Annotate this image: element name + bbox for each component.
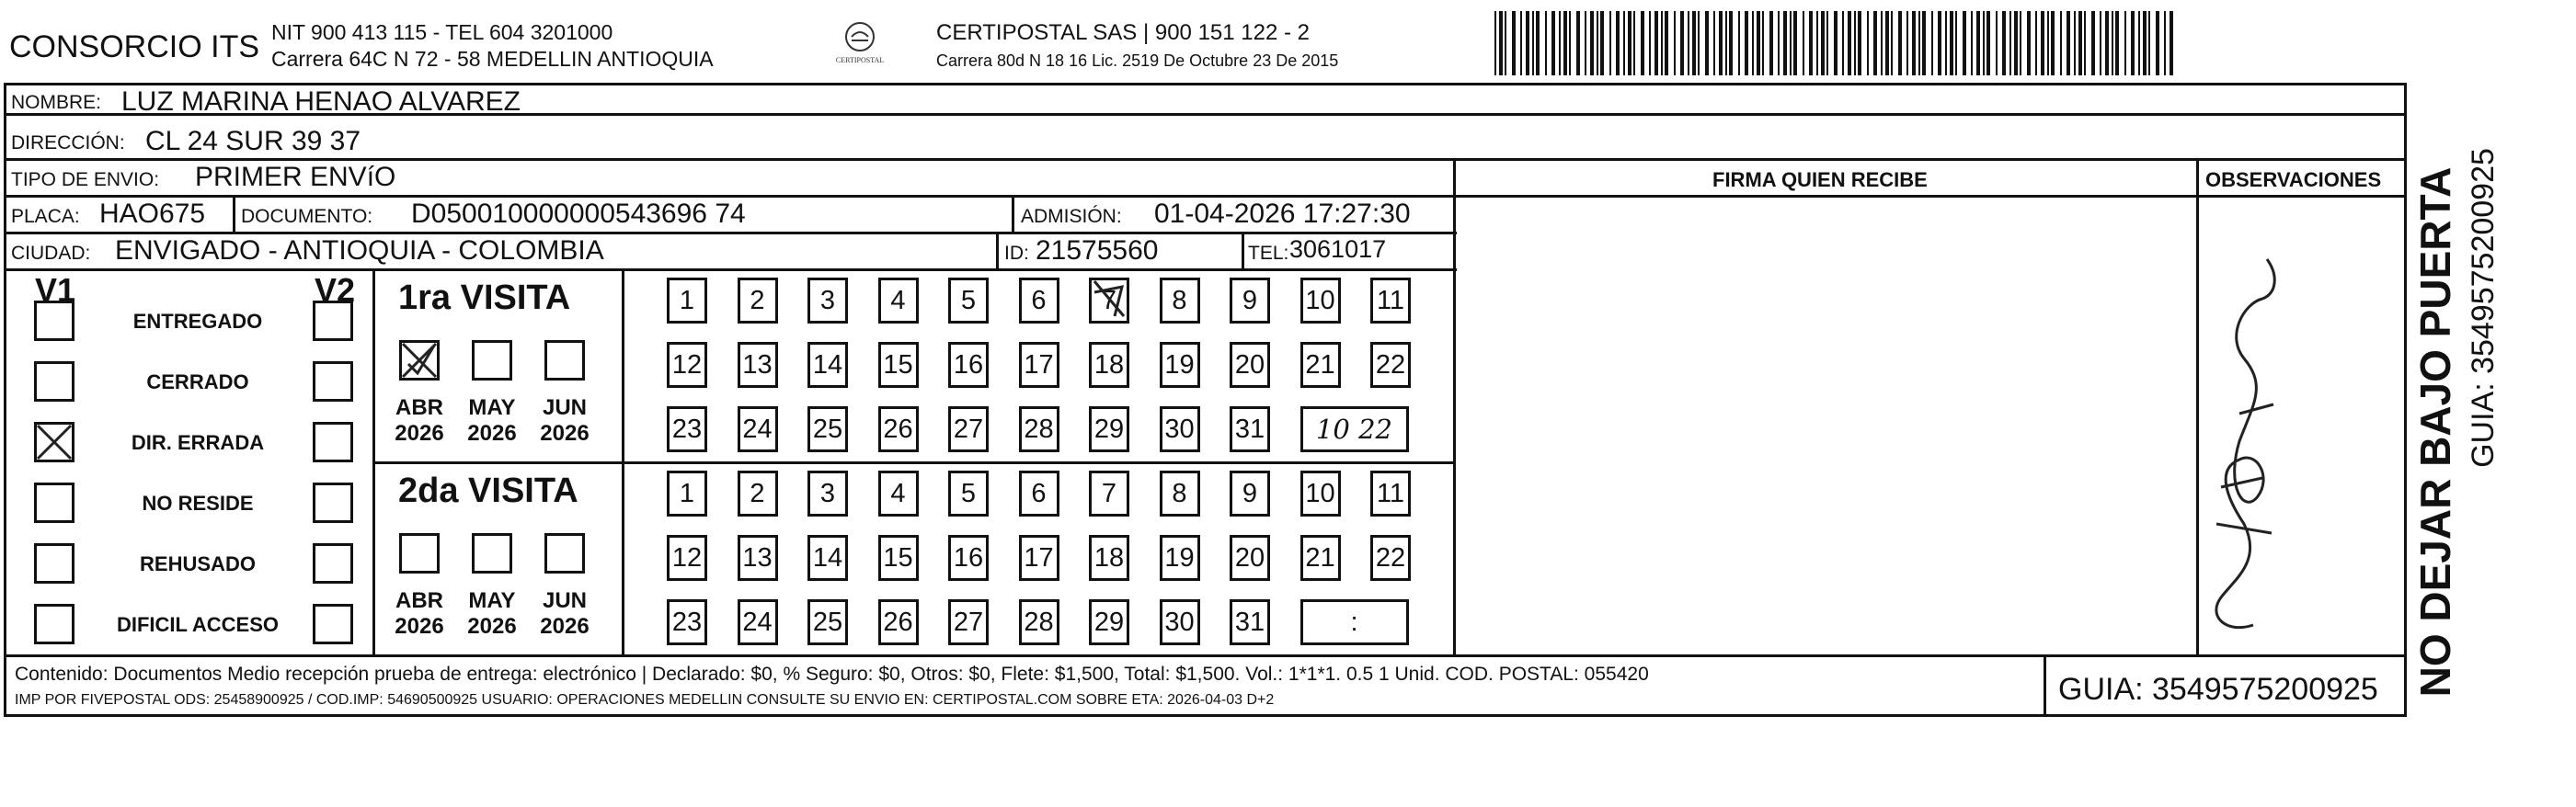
month-label (460, 588, 524, 639)
footer-print-line: IMP POR FIVEPOSTAL ODS: 25458900925 / COD.IMP: 54690500925 USUARIO: OPERACIONES MEDELLIN CONSULTE SU ENVIO EN: CERTIPOSTAL.COM SOBRE ETA: 2026-04-03 D+2 (15, 692, 1275, 708)
day-box[interactable]: 22 (1370, 535, 1411, 581)
barcode-bar (1597, 11, 1598, 75)
day-box[interactable]: 15 (878, 535, 919, 581)
month-checkbox[interactable] (544, 340, 585, 381)
company-address: Carrera 64C N 72 - 58 MEDELLIN ANTIOQUIA (271, 47, 714, 71)
observaciones-header: OBSERVACIONES (2205, 168, 2382, 191)
day-box[interactable]: 15 (878, 342, 919, 388)
barcode-bar (2138, 11, 2140, 75)
company-name: CONSORCIO ITS (9, 29, 260, 64)
day-box[interactable]: 28 (1019, 406, 1059, 452)
status-option-label: REHUSADO (140, 552, 256, 575)
day-box[interactable]: 8 (1160, 471, 1200, 517)
v2-checkbox[interactable] (313, 361, 353, 402)
barcode-bar (1881, 11, 1883, 75)
month-name: MAY (468, 588, 516, 613)
day7-check-mark (1087, 276, 1133, 322)
barcode-bar (1867, 11, 1869, 75)
time-box[interactable]: 10 22 (1300, 406, 1409, 452)
barcode-bar (1729, 11, 1733, 75)
direccion-label: DIRECCIÓN: (11, 132, 125, 153)
barcode-bar (1790, 11, 1792, 75)
month-checkbox[interactable] (544, 533, 585, 574)
day-box[interactable]: 2 (738, 278, 778, 324)
barcode-bar (1834, 11, 1838, 75)
footer-guia: GUIA: 3549575200925 (2058, 672, 2378, 707)
day-box[interactable]: 17 (1019, 342, 1059, 388)
day-box[interactable]: 26 (878, 406, 919, 452)
barcode-bar (1803, 11, 1804, 75)
day-box[interactable]: 9 (1230, 278, 1270, 324)
barcode-bar (2002, 11, 2006, 75)
barcode-bar (1532, 11, 1534, 75)
second-visit-title: 2da VISITA (398, 472, 578, 510)
v2-checkbox[interactable] (313, 422, 353, 462)
barcode-bar (1971, 11, 1973, 75)
v2-checkbox[interactable] (313, 604, 353, 644)
day-box[interactable]: 25 (807, 406, 848, 452)
barcode-bar (1576, 11, 1580, 75)
barcode-bar (2078, 11, 2082, 75)
month-year: 2026 (540, 613, 590, 639)
day-box[interactable]: 1 (667, 278, 707, 324)
barcode-bar (1551, 11, 1555, 75)
day-box[interactable]: 13 (738, 535, 778, 581)
barcode-bar (1891, 11, 1893, 75)
barcode-bar (2074, 11, 2076, 75)
barcode-bar (1912, 11, 1916, 75)
barcode-bar (1705, 11, 1709, 75)
day-box[interactable]: 20 (1230, 342, 1270, 388)
day-box[interactable]: 4 (878, 278, 919, 324)
day-box[interactable]: 10 (1300, 278, 1341, 324)
barcode-bar (1986, 11, 1990, 75)
barcode-bar (2131, 11, 2135, 75)
day-box[interactable]: 21 (1300, 342, 1341, 388)
placa-label: PLACA: (11, 206, 80, 227)
id-value: 21575560 (1036, 235, 1159, 266)
barcode-bar (2060, 11, 2062, 75)
ciudad-value: ENVIGADO - ANTIOQUIA - COLOMBIA (115, 235, 604, 266)
day-box[interactable]: 30 (1160, 599, 1200, 645)
barcode-bar (1569, 11, 1571, 75)
day-box[interactable]: 10 (1300, 471, 1341, 517)
barcode-bar (1494, 11, 1496, 75)
barcode-bar (1545, 11, 1547, 75)
barcode-bar (1922, 11, 1926, 75)
v1-checkbox[interactable] (34, 301, 74, 341)
barcode-bar (1842, 11, 1844, 75)
barcode-bar (1563, 11, 1567, 75)
barcode-bar (1536, 11, 1540, 75)
barcode-bar (1590, 11, 1594, 75)
barcode-bar (1762, 11, 1764, 75)
barcode-bar (2067, 11, 2070, 75)
tipo-envio-label: TIPO DE ENVIO: (11, 169, 160, 190)
month-name: JUN (542, 395, 587, 420)
v1-checkbox[interactable] (34, 361, 74, 402)
tel-label: TEL: (1248, 243, 1289, 264)
barcode-bar (2035, 11, 2037, 75)
day-box[interactable]: 24 (738, 406, 778, 452)
month-year: 2026 (467, 420, 517, 446)
day-box[interactable]: 31 (1230, 406, 1270, 452)
barcode-bar (1688, 11, 1689, 75)
v1-label: V1 (35, 271, 76, 309)
barcode-bar (1628, 11, 1631, 75)
barcode-bar (2084, 11, 2086, 75)
status-option-label: CERRADO (146, 370, 249, 393)
day-box[interactable]: 11 (1370, 471, 1411, 517)
barcode-bar (1793, 11, 1797, 75)
barcode-bar (1945, 11, 1947, 75)
day-box[interactable]: 31 (1230, 599, 1270, 645)
day-box[interactable]: 12 (667, 535, 707, 581)
barcode-bar (1725, 11, 1727, 75)
barcode-bar (1983, 11, 1985, 75)
month-year: 2026 (540, 420, 590, 446)
barcode-bar (1752, 11, 1754, 75)
barcode-bar (1898, 11, 1902, 75)
month-checkbox[interactable] (399, 533, 440, 574)
v2-checkbox[interactable] (313, 543, 353, 584)
barcode-bar (1692, 11, 1696, 75)
time-box[interactable]: : (1300, 599, 1409, 645)
barcode-bar (1976, 11, 1980, 75)
tel-value: 3061017 (1289, 235, 1387, 263)
barcode-bar (1600, 11, 1604, 75)
documento-value: D050010000000543696 74 (411, 199, 746, 229)
barcode-bar (2027, 11, 2031, 75)
month-name: MAY (468, 395, 516, 420)
side-warning-text: NO DEJAR BAJO PUERTA (2411, 166, 2459, 698)
barcode-bar (1918, 11, 1920, 75)
certipostal-logo (819, 18, 901, 72)
barcode-bar (1816, 11, 1818, 75)
barcode-bar (1950, 11, 1953, 75)
barcode-bar (1738, 11, 1740, 75)
day-box[interactable]: 9 (1230, 471, 1270, 517)
barcode-bar (2115, 11, 2119, 75)
barcode-bar (1885, 11, 1889, 75)
day-box[interactable]: 2 (738, 471, 778, 517)
barcode-bar (1769, 11, 1773, 75)
barcode-bar (1719, 11, 1723, 75)
barcode-bar (1713, 11, 1715, 75)
day-box[interactable]: 22 (1370, 342, 1411, 388)
barcode-bar (1499, 11, 1503, 75)
barcode-bar (1649, 11, 1651, 75)
v1-checkbox[interactable] (34, 543, 74, 584)
day-box[interactable]: 29 (1089, 599, 1129, 645)
status-option-label: DIFICIL ACCESO (116, 613, 279, 636)
v1-checkbox[interactable] (34, 483, 74, 523)
id-label: ID: (1004, 243, 1029, 264)
footer-content-line: Contenido: Documentos Medio recepción prueba de entrega: electrónico | Declarado: $0, % Seguro: $0, Otros: $0, Flete: $1,500, Total: $1,500. Vol.: 1*1*1. 0.5 1 Unid. COD. POSTAL: 055420 (15, 664, 1649, 685)
day-box[interactable]: 7 (1089, 471, 1129, 517)
barcode-bar (1906, 11, 1908, 75)
v1-checkbox[interactable] (34, 604, 74, 644)
admision-value: 01-04-2026 17:27:30 (1154, 199, 1411, 229)
handwritten-signature (2189, 248, 2290, 653)
day-box[interactable]: 18 (1089, 342, 1129, 388)
month-label (460, 395, 524, 446)
certipostal-line1: CERTIPOSTAL SAS | 900 151 122 - 2 (936, 20, 1310, 45)
day-box[interactable]: 26 (878, 599, 919, 645)
day-box[interactable]: 27 (948, 406, 989, 452)
barcode (1494, 11, 2180, 75)
day-box[interactable]: 13 (738, 342, 778, 388)
dir-errada-check-mark (34, 422, 74, 467)
day-box[interactable]: 5 (948, 278, 989, 324)
barcode-bar (2170, 11, 2173, 75)
day-box[interactable]: 23 (667, 406, 707, 452)
month-label (532, 395, 597, 446)
barcode-bar (2143, 11, 2147, 75)
day-box[interactable]: 21 (1300, 535, 1341, 581)
month-name: ABR (395, 588, 443, 613)
barcode-bar (2091, 11, 2095, 75)
april-check-mark (399, 340, 440, 381)
month-year: 2026 (395, 613, 444, 639)
barcode-bar (1698, 11, 1700, 75)
barcode-bar (1623, 11, 1625, 75)
barcode-bar (1609, 11, 1611, 75)
nombre-label: NOMBRE: (11, 92, 102, 113)
day-box[interactable]: 27 (948, 599, 989, 645)
first-visit-title: 1ra VISITA (398, 278, 571, 317)
day-box[interactable]: 16 (948, 342, 989, 388)
barcode-bar (1641, 11, 1644, 75)
barcode-bar (1526, 11, 1529, 75)
v2-checkbox[interactable] (313, 483, 353, 523)
tipo-envio-value: PRIMER ENVíO (195, 162, 396, 192)
day-box[interactable]: 5 (948, 471, 989, 517)
status-option-label: DIR. ERRADA (131, 431, 265, 454)
day-box[interactable]: 17 (1019, 535, 1059, 581)
company-nit: NIT 900 413 115 - TEL 604 3201000 (271, 20, 613, 44)
day-box[interactable]: 28 (1019, 599, 1059, 645)
barcode-bar (1661, 11, 1663, 75)
svg-text:CERTIPOSTAL: CERTIPOSTAL (835, 56, 885, 64)
day-box[interactable]: 11 (1370, 278, 1411, 324)
barcode-bar (1757, 11, 1760, 75)
barcode-bar (2124, 11, 2126, 75)
nombre-value: LUZ MARINA HENAO ALVAREZ (121, 86, 521, 117)
barcode-bar (1963, 11, 1966, 75)
barcode-bar (2047, 11, 2049, 75)
day-box[interactable]: 4 (878, 471, 919, 517)
day-box[interactable]: 6 (1019, 471, 1059, 517)
day-box[interactable]: 16 (948, 535, 989, 581)
v2-label: V2 (315, 271, 356, 309)
month-label (387, 588, 452, 639)
admision-label: ADMISIÓN: (1021, 206, 1122, 227)
month-name: JUN (542, 588, 587, 613)
day-box[interactable]: 29 (1089, 406, 1129, 452)
barcode-bar (1873, 11, 1877, 75)
day-box[interactable]: 14 (807, 342, 848, 388)
barcode-bar (1559, 11, 1561, 75)
direccion-value: CL 24 SUR 39 37 (145, 126, 361, 156)
barcode-bar (1821, 11, 1825, 75)
barcode-bar (2100, 11, 2101, 75)
status-option-label: ENTREGADO (132, 310, 263, 333)
day-box[interactable]: 12 (667, 342, 707, 388)
barcode-bar (2041, 11, 2044, 75)
barcode-bar (1931, 11, 1933, 75)
day-box[interactable]: 19 (1160, 535, 1200, 581)
barcode-bar (2105, 11, 2109, 75)
barcode-bar (1505, 11, 1506, 75)
barcode-bar (2156, 11, 2159, 75)
barcode-bar (1996, 11, 1998, 75)
placa-value: HAO675 (99, 199, 206, 229)
ciudad-label: CIUDAD: (11, 243, 91, 264)
barcode-bar (1616, 11, 1620, 75)
barcode-bar (1938, 11, 1941, 75)
barcode-bar (1633, 11, 1635, 75)
barcode-bar (1809, 11, 1813, 75)
barcode-bar (2148, 11, 2150, 75)
day-box[interactable]: 25 (807, 599, 848, 645)
day-box[interactable]: 3 (807, 471, 848, 517)
barcode-bar (2014, 11, 2018, 75)
day-box[interactable]: 24 (738, 599, 778, 645)
barcode-bar (1783, 11, 1787, 75)
status-option-label: NO RESIDE (142, 492, 254, 515)
barcode-bar (1680, 11, 1684, 75)
day-box[interactable]: 30 (1160, 406, 1200, 452)
barcode-bar (1778, 11, 1780, 75)
day-box[interactable]: 23 (667, 599, 707, 645)
month-year: 2026 (395, 420, 444, 446)
day-box[interactable]: 6 (1019, 278, 1059, 324)
barcode-bar (2020, 11, 2021, 75)
day-box[interactable]: 7 (1089, 278, 1129, 324)
certipostal-line2: Carrera 80d N 18 16 Lic. 2519 De Octubre 23 De 2015 (936, 51, 1339, 70)
month-checkbox[interactable] (472, 533, 512, 574)
barcode-bar (1955, 11, 1957, 75)
month-name: ABR (395, 395, 443, 420)
barcode-bar (1585, 11, 1586, 75)
barcode-bar (2051, 11, 2055, 75)
barcode-bar (1512, 11, 1516, 75)
day-box[interactable]: 8 (1160, 278, 1200, 324)
barcode-bar (1654, 11, 1658, 75)
barcode-bar (1520, 11, 1522, 75)
month-year: 2026 (467, 613, 517, 639)
barcode-bar (2009, 11, 2011, 75)
month-checkbox[interactable] (472, 340, 512, 381)
barcode-bar (2164, 11, 2166, 75)
barcode-bar (1854, 11, 1856, 75)
barcode-bar (1674, 11, 1676, 75)
month-label (387, 395, 452, 446)
month-label (532, 588, 597, 639)
documento-label: DOCUMENTO: (241, 206, 373, 227)
v2-checkbox[interactable] (313, 301, 353, 341)
day-box[interactable]: 19 (1160, 342, 1200, 388)
day-box[interactable]: 18 (1089, 535, 1129, 581)
barcode-bar (2112, 11, 2113, 75)
day-box[interactable]: 14 (807, 535, 848, 581)
barcode-bar (1858, 11, 1861, 75)
barcode-bar (1826, 11, 1828, 75)
day-box[interactable]: 1 (667, 471, 707, 517)
barcode-bar (1848, 11, 1851, 75)
day-box[interactable]: 3 (807, 278, 848, 324)
side-guia-text: GUIA: 3549575200925 (2466, 148, 2501, 468)
barcode-bar (1665, 11, 1668, 75)
barcode-bar (1745, 11, 1748, 75)
day-box[interactable]: 20 (1230, 535, 1270, 581)
firma-header: FIRMA QUIEN RECIBE (1712, 168, 1928, 191)
